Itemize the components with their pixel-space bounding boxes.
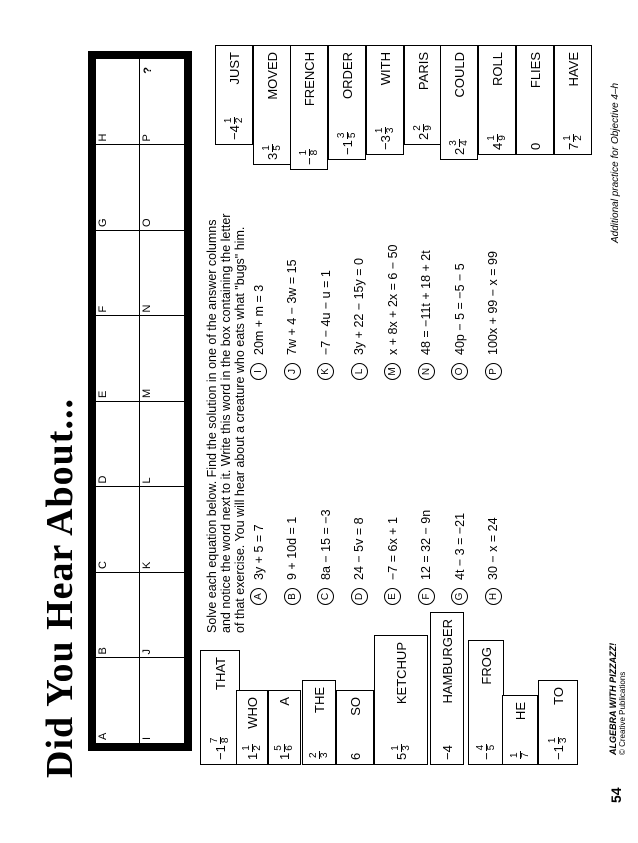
book-title: ALGEBRA WITH PIZZAZZ! <box>608 642 618 755</box>
equation-letter-badge: A <box>250 588 267 605</box>
answer-whole: 3 <box>377 135 393 143</box>
answer-tab-a <box>268 690 301 765</box>
equation-c <box>317 509 334 605</box>
equation-p <box>485 251 502 380</box>
instructions-text: Solve each equation below. Find the solution in one of the answer columns and notice the word next to it. Write this word in the box containing the letter of that exercise. You will hear about a creature who eats what "bugs" him. <box>205 213 247 633</box>
fraction-denominator: 3 <box>384 127 396 134</box>
answer-fraction <box>487 134 508 142</box>
answer-whole: 1 <box>550 745 566 753</box>
equation-letter-badge: I <box>250 363 267 380</box>
equation-d <box>351 517 368 605</box>
answer-fraction <box>274 744 295 752</box>
equation-e <box>384 517 401 605</box>
answer-sign: − <box>550 752 566 760</box>
equation-a <box>250 524 267 605</box>
equation-letter-badge: J <box>284 363 301 380</box>
answer-tab-with <box>366 45 404 155</box>
answer-word: TO <box>550 687 566 705</box>
grid-cell-letter: K <box>141 561 153 569</box>
equation-text: 30 − x = 24 <box>486 517 500 580</box>
equation-text: x + 8x + 2x = 6 − 50 <box>385 244 400 355</box>
fraction-denominator: 2 <box>251 745 263 751</box>
answer-fraction <box>262 144 283 152</box>
answer-whole: 4 <box>489 142 505 150</box>
answer-value <box>299 137 320 165</box>
grid-cell-letter: F <box>97 305 109 313</box>
answer-tab-french <box>290 45 328 170</box>
answer-tab-who <box>236 690 268 765</box>
answer-word: A <box>277 697 292 706</box>
question-mark: ? <box>142 67 154 74</box>
grid-cell-letter: D <box>97 475 109 484</box>
answer-whole: 1 <box>277 752 292 760</box>
answer-fraction <box>309 751 330 759</box>
equation-k <box>317 270 334 380</box>
answer-whole: 2 <box>451 147 467 155</box>
answer-word: THE <box>311 687 327 713</box>
answer-value <box>476 732 497 760</box>
equation-text: 3y + 22 − 15y = 0 <box>352 258 366 355</box>
answer-tab-to <box>538 680 578 765</box>
answer-whole: 1 <box>212 745 228 753</box>
answer-word: WHO <box>244 697 260 729</box>
answer-value <box>210 732 231 760</box>
grid-cell-f[interactable] <box>96 230 140 316</box>
answer-fraction <box>563 134 584 142</box>
answer-fraction <box>375 127 396 135</box>
fraction-denominator: 3 <box>400 745 412 751</box>
answer-word: ROLL <box>489 52 505 86</box>
answer-value <box>348 732 363 760</box>
answer-sign: − <box>439 752 455 760</box>
fraction-numerator: 2 <box>411 125 423 131</box>
grid-cell-letter: O <box>141 218 153 227</box>
grid-cell-c[interactable] <box>96 487 140 573</box>
grid-cell-e[interactable] <box>96 316 140 402</box>
answer-value <box>510 732 531 760</box>
answer-sign: − <box>212 752 228 760</box>
grid-cell-i[interactable] <box>140 658 184 744</box>
grid-cell-letter: P <box>141 134 153 142</box>
grid-cell-j[interactable] <box>140 572 184 658</box>
equation-text: −7 − 4u − u = 1 <box>318 270 333 355</box>
answer-value <box>548 732 569 760</box>
fraction-denominator: 8 <box>308 149 320 156</box>
equation-text: 4t − 3 = −21 <box>452 512 467 580</box>
fraction-numerator: 1 <box>389 745 401 751</box>
fraction-numerator: 1 <box>546 737 558 744</box>
grid-cell-letter: C <box>97 561 109 569</box>
equation-o <box>451 263 468 380</box>
fraction-numerator: 1 <box>222 117 234 124</box>
answer-value <box>375 122 396 150</box>
answer-fraction <box>413 124 434 132</box>
equation-i <box>250 285 267 380</box>
answer-whole: 4 <box>439 745 455 753</box>
grid-cell-letter: G <box>97 218 109 227</box>
answer-word: FRENCH <box>301 52 317 107</box>
page-title: Did You Hear About... <box>39 398 81 778</box>
answer-tab-hamburger <box>430 612 464 765</box>
fraction-denominator: 5 <box>271 145 283 151</box>
grid-cell-letter: H <box>97 133 109 142</box>
grid-cell-p[interactable] <box>140 59 184 145</box>
equation-letter-badge: N <box>418 363 435 380</box>
answer-word: MOVED <box>264 52 280 100</box>
answer-tab-the <box>302 680 336 765</box>
answer-whole: 1 <box>339 140 355 148</box>
answer-fraction <box>299 149 320 157</box>
grid-cell-d[interactable] <box>96 401 140 487</box>
equation-text: 9 + 10d = 1 <box>285 516 299 580</box>
fraction-numerator: 1 <box>508 752 520 758</box>
grid-cell-h[interactable] <box>96 59 140 145</box>
grid-cell-k[interactable] <box>140 487 184 573</box>
answer-grid <box>96 59 184 743</box>
answer-value <box>262 132 283 160</box>
answer-value <box>309 732 330 760</box>
answer-word: HAMBURGER <box>439 619 455 704</box>
equation-m <box>384 245 401 381</box>
answer-word: FROG <box>478 647 494 685</box>
answer-fraction <box>210 737 231 745</box>
answer-value <box>391 732 412 760</box>
copyright: © Creative Publications <box>618 671 627 755</box>
answer-whole: 0 <box>527 142 543 150</box>
fraction-denominator: 7 <box>519 752 531 758</box>
grid-cell-letter: I <box>141 736 153 740</box>
fraction-denominator: 4 <box>458 140 470 146</box>
grid-cell-letter: B <box>97 647 109 655</box>
equation-text: 3y + 5 = 7 <box>251 524 266 580</box>
equation-letter-badge: L <box>351 363 368 380</box>
answer-fraction <box>391 744 412 752</box>
answer-fraction <box>476 744 497 752</box>
fraction-numerator: 5 <box>273 745 284 751</box>
fraction-denominator: 2 <box>572 135 584 141</box>
fraction-denominator: 8 <box>219 737 231 744</box>
answer-whole: 5 <box>393 752 409 760</box>
grid-cell-o[interactable] <box>140 145 184 231</box>
grid-cell-letter: N <box>141 304 153 313</box>
grid-cell-n[interactable] <box>140 230 184 316</box>
answer-word: THAT <box>212 657 228 690</box>
answer-value <box>449 127 470 155</box>
equation-b <box>284 517 301 605</box>
answer-word: HE <box>512 702 528 721</box>
answer-value <box>337 127 358 155</box>
fraction-numerator: 3 <box>335 132 347 139</box>
answer-sign: − <box>339 147 355 155</box>
fraction-numerator: 7 <box>208 737 220 744</box>
fraction-numerator: 4 <box>474 744 486 751</box>
fraction-numerator: 2 <box>307 752 319 758</box>
fraction-numerator: 1 <box>561 135 573 141</box>
equation-text: 48 = −11t + 18 + 2t <box>419 250 433 355</box>
answer-value <box>224 112 245 140</box>
fraction-denominator: 9 <box>422 125 434 131</box>
answer-word: KETCHUP <box>393 642 409 705</box>
answer-tab-paris <box>404 45 442 145</box>
equation-letter-badge: D <box>351 588 368 605</box>
answer-fraction <box>242 744 263 752</box>
grid-cell-letter: A <box>97 732 109 740</box>
equation-letter-badge: G <box>451 588 468 605</box>
answer-fraction <box>337 132 358 140</box>
equation-text: 20m + m = 3 <box>251 284 266 355</box>
answer-sign: − <box>226 132 242 140</box>
answer-grid-frame <box>88 51 192 751</box>
equation-letter-badge: M <box>384 363 401 380</box>
equation-g <box>451 513 468 605</box>
grid-cell-letter: M <box>141 388 153 398</box>
answer-value <box>242 732 263 760</box>
answer-value <box>563 122 584 150</box>
answer-whole: 2 <box>415 132 431 140</box>
equation-text: 8a − 15 = −3 <box>318 509 333 580</box>
equation-letter-badge: O <box>451 363 468 380</box>
answer-value <box>487 122 508 150</box>
fraction-denominator: 6 <box>284 745 295 751</box>
fraction-numerator: 1 <box>485 135 497 141</box>
equation-h <box>485 517 502 605</box>
answer-tab-he <box>502 695 538 765</box>
fraction-denominator: 3 <box>318 752 330 758</box>
answer-tab-flies <box>516 45 554 155</box>
answer-value <box>528 122 543 150</box>
answer-whole: 3 <box>264 152 280 160</box>
answer-tab-could <box>440 45 478 160</box>
fraction-numerator: 1 <box>297 149 309 156</box>
answer-tab-just <box>215 45 253 145</box>
fraction-numerator: 1 <box>373 127 385 134</box>
fraction-denominator: 3 <box>557 737 569 744</box>
answer-word: ORDER <box>339 52 355 99</box>
equation-letter-badge: F <box>418 588 435 605</box>
fraction-denominator: 5 <box>346 132 358 139</box>
answer-word: COULD <box>451 52 467 98</box>
answer-value <box>413 112 434 140</box>
equation-text: 7w + 4 − 3w = 15 <box>285 259 299 355</box>
answer-sign: − <box>478 752 494 760</box>
fraction-numerator: 1 <box>260 145 272 151</box>
answer-whole: 4 <box>226 125 242 133</box>
equation-letter-badge: P <box>485 363 502 380</box>
grid-cell-l[interactable] <box>140 401 184 487</box>
answer-fraction <box>449 139 470 147</box>
fraction-denominator: 2 <box>233 117 245 124</box>
objective-note: Additional practice for Objective 4–h <box>610 82 621 243</box>
answer-tab-roll <box>478 45 516 155</box>
answer-value <box>440 732 455 760</box>
equation-letter-badge: E <box>384 588 401 605</box>
equation-l <box>351 258 368 380</box>
grid-cell-b[interactable] <box>96 572 140 658</box>
fraction-denominator: 5 <box>485 744 497 751</box>
answer-word: JUST <box>226 52 242 85</box>
answer-word: WITH <box>377 52 393 86</box>
page-number: 54 <box>608 787 624 803</box>
answer-whole: 6 <box>347 752 363 760</box>
equation-text: 12 = 32 − 9n <box>419 509 433 580</box>
grid-cell-letter: E <box>97 390 109 398</box>
equation-letter-badge: B <box>284 588 301 605</box>
grid-cell-letter: L <box>141 477 153 484</box>
fraction-numerator: 1 <box>240 745 252 751</box>
grid-cell-a[interactable] <box>96 658 140 744</box>
answer-fraction <box>510 751 531 759</box>
page-footer <box>600 0 638 843</box>
answer-tab-have <box>554 45 592 155</box>
equation-text: 100x + 99 − x = 99 <box>486 251 500 355</box>
equation-j <box>284 259 301 380</box>
answer-word: HAVE <box>565 52 581 87</box>
answer-fraction <box>224 117 245 125</box>
equation-letter-badge: C <box>317 588 334 605</box>
answer-tab-that <box>200 650 240 765</box>
answer-sign: − <box>301 157 317 165</box>
answer-fraction <box>548 737 569 745</box>
answer-tab-moved <box>253 45 291 165</box>
answer-word: SO <box>347 697 363 716</box>
answer-whole: 7 <box>565 142 581 150</box>
answer-word: PARIS <box>415 52 431 91</box>
equation-letter-badge: H <box>485 588 502 605</box>
equation-text: −7 = 6x + 1 <box>385 517 400 580</box>
fraction-numerator: 3 <box>447 140 459 146</box>
answer-sign: − <box>377 142 393 150</box>
answer-whole: 1 <box>244 752 260 760</box>
grid-cell-letter: J <box>141 649 153 655</box>
equation-text: 40p − 5 = −5 − 5 <box>452 263 467 355</box>
answer-tab-order <box>328 45 366 160</box>
equation-letter-badge: K <box>317 363 334 380</box>
grid-cell-g[interactable] <box>96 145 140 231</box>
grid-cell-m[interactable] <box>140 316 184 402</box>
equation-n <box>418 250 435 380</box>
equation-text: 24 − 5v = 8 <box>352 517 366 580</box>
answer-value <box>274 732 295 760</box>
answer-word: FLIES <box>527 52 543 89</box>
answer-tab-so <box>336 690 374 765</box>
answer-tab-ketchup <box>374 635 428 765</box>
answer-tab-frog <box>468 640 504 765</box>
equation-f <box>418 510 435 605</box>
fraction-denominator: 9 <box>496 135 508 141</box>
